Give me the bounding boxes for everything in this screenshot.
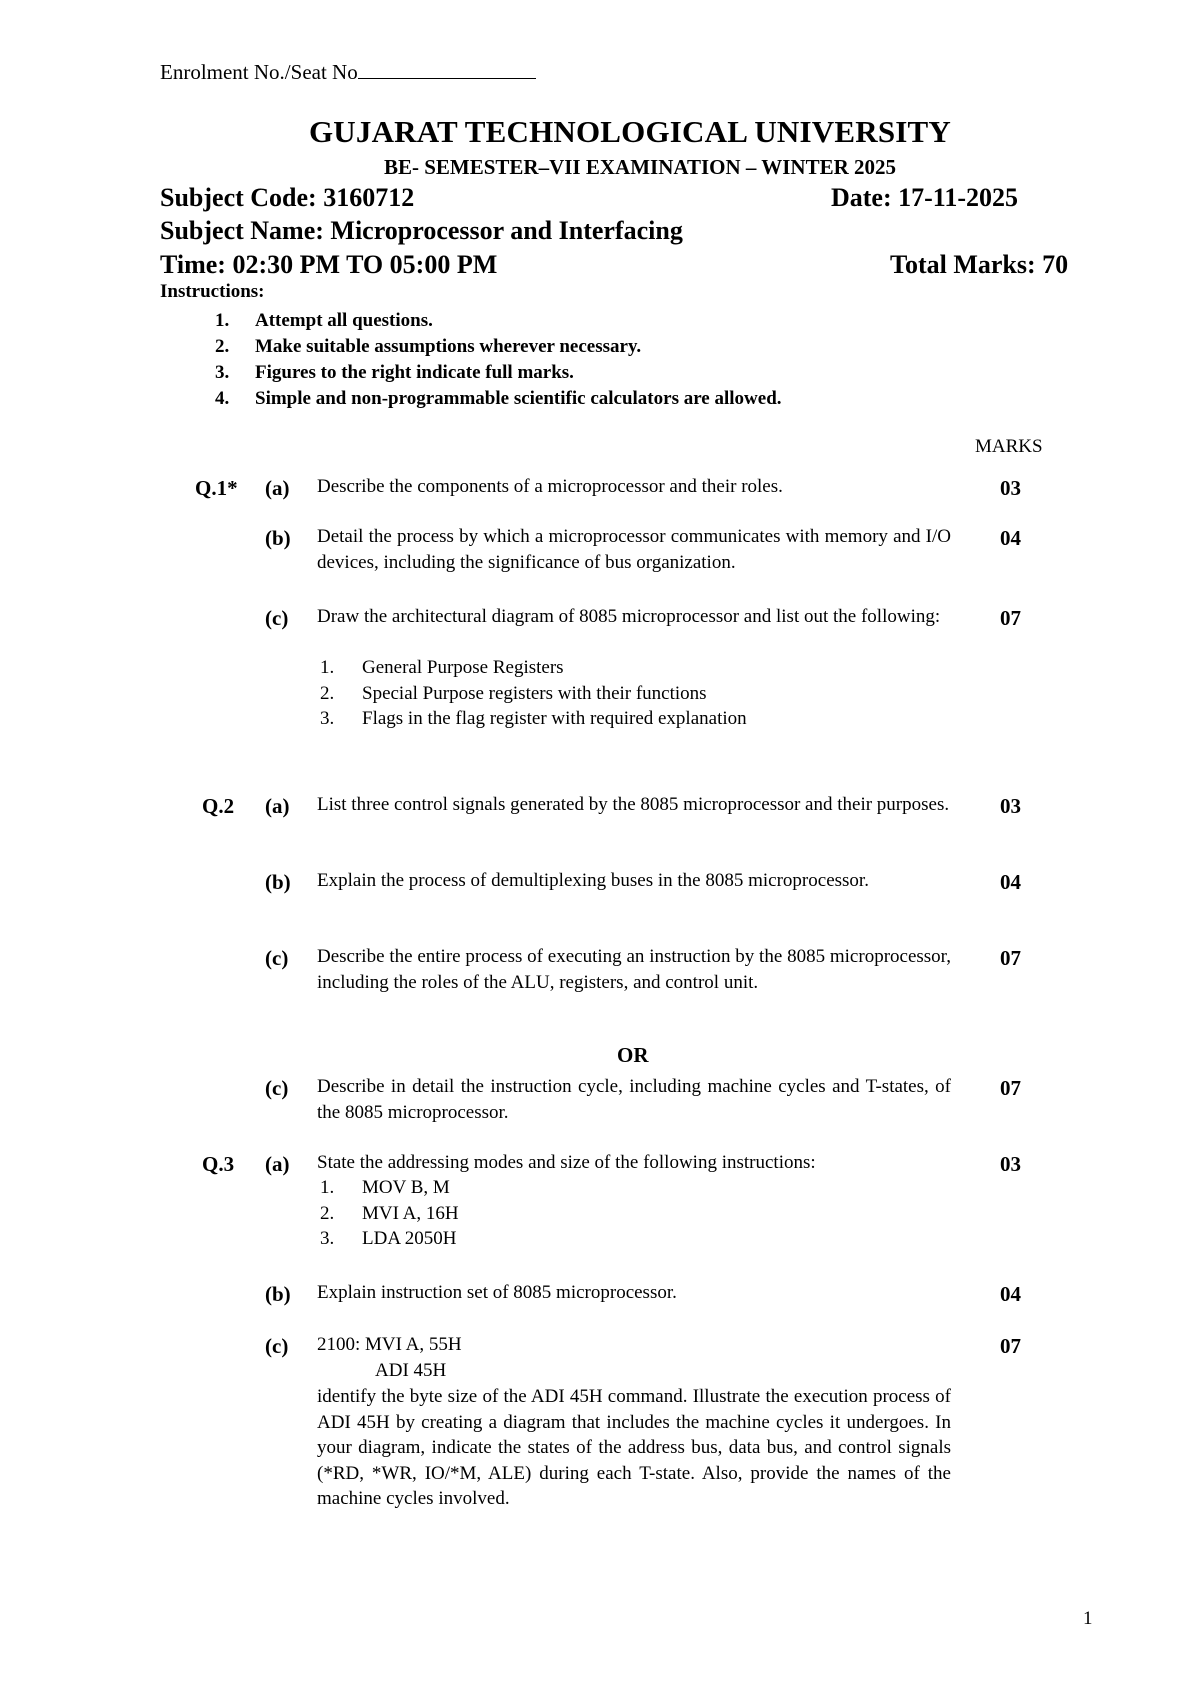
sub-item-list: [320, 655, 747, 732]
question-text: List three control signals generated by the 8085 microprocessor and their purposes.: [317, 794, 950, 815]
sub-item: 3. Flags in the flag register with required explanation: [320, 708, 747, 729]
question-marks: 04: [1000, 1282, 1021, 1306]
part-label: (a): [265, 476, 290, 500]
instruction-item: 2. Make suitable assumptions wherever necessary.: [215, 336, 642, 357]
question-marks: 07: [1000, 946, 1021, 970]
part-label: (c): [265, 946, 289, 970]
marks-column-heading: MARKS: [975, 436, 1043, 457]
question-marks: 04: [1000, 870, 1021, 894]
question-marks: 03: [1000, 794, 1021, 818]
exam-time: Time: 02:30 PM TO 05:00 PM: [160, 250, 498, 279]
part-label: (a): [265, 794, 290, 818]
instruction-item: 1. Attempt all questions.: [215, 310, 433, 331]
question-text: State the addressing modes and size of the following instructions:: [317, 1152, 816, 1173]
instruction-item: 3. Figures to the right indicate full marks.: [215, 362, 574, 383]
question-text: identify the byte size of the ADI 45H command. Illustrate the execution process of ADI 45H by creating a diagram that includes the machine cycles it undergoes. In your diagram, indicate the states of the address bus, data bus, and control signals (*RD, *WR, IO/*M, ALE) during each T-state. Also, provide the names of the machine cycles involved.: [317, 1386, 951, 1509]
subject-code: Subject Code: 3160712: [160, 183, 415, 212]
sub-item: 1. General Purpose Registers: [320, 657, 564, 678]
part-label: (c): [265, 1334, 289, 1358]
question-marks: 07: [1000, 1334, 1021, 1358]
question-marks: 03: [1000, 1152, 1021, 1176]
part-label: (c): [265, 1076, 289, 1100]
sub-item: 1. MOV B, M: [320, 1177, 450, 1198]
page-number: 1: [1083, 1608, 1093, 1629]
question-marks: 04: [1000, 526, 1021, 550]
sub-item-list: [320, 1175, 459, 1252]
question-text: Draw the architectural diagram of 8085 microprocessor and list out the following:: [317, 606, 941, 627]
question-marks: 07: [1000, 606, 1021, 630]
exam-date: Date: 17-11-2025: [831, 183, 1019, 212]
question-text: Describe the entire process of executing an instruction by the 8085 microprocessor, including the roles of the ALU, registers, and control unit.: [317, 946, 951, 993]
question-text: Describe the components of a microprocessor and their roles.: [317, 476, 783, 497]
question-label-q1: Q.1*: [195, 476, 238, 500]
enrolment-field: [160, 60, 536, 85]
part-label: (a): [265, 1152, 290, 1176]
question-text: Describe in detail the instruction cycle, including machine cycles and T-states, of the 8085 microprocessor.: [317, 1076, 951, 1123]
question-text: Explain instruction set of 8085 microprocessor.: [317, 1282, 677, 1303]
question-marks: 03: [1000, 476, 1021, 500]
exam-title: BE- SEMESTER–VII EXAMINATION – WINTER 2025: [383, 155, 897, 179]
question-marks: 07: [1000, 1076, 1021, 1100]
instructions-list: [215, 308, 782, 412]
sub-item: 2. MVI A, 16H: [320, 1202, 459, 1224]
part-label: (b): [265, 1282, 291, 1306]
question-label-q3: Q.3: [202, 1152, 235, 1176]
part-label: (b): [265, 870, 291, 894]
question-text: Explain the process of demultiplexing buses in the 8085 microprocessor.: [317, 870, 869, 891]
sub-item: 2. Special Purpose registers with their functions: [320, 682, 707, 704]
or-separator: OR: [617, 1043, 649, 1067]
instructions-title: Instructions:: [160, 281, 265, 302]
question-label-q2: Q.2: [202, 794, 235, 818]
university-title: GUJARAT TECHNOLOGICAL UNIVERSITY: [308, 114, 952, 149]
question-text: Detail the process by which a microprocessor communicates with memory and I/O devices, including the significance of bus organization.: [317, 526, 951, 573]
enrolment-label: Enrolment No./Seat No: [160, 60, 358, 84]
instruction-item: 4. Simple and non-programmable scientific calculators are allowed.: [215, 388, 782, 409]
total-marks: Total Marks: 70: [890, 250, 1069, 279]
enrolment-blank: [358, 61, 536, 79]
part-label: (c): [265, 606, 289, 630]
part-label: (b): [265, 526, 291, 550]
subject-name: Subject Name: Microprocessor and Interfacing: [160, 216, 683, 245]
code-line: ADI 45H: [375, 1360, 447, 1381]
sub-item: 3. LDA 2050H: [320, 1228, 457, 1249]
code-line: 2100: MVI A, 55H: [317, 1334, 462, 1355]
